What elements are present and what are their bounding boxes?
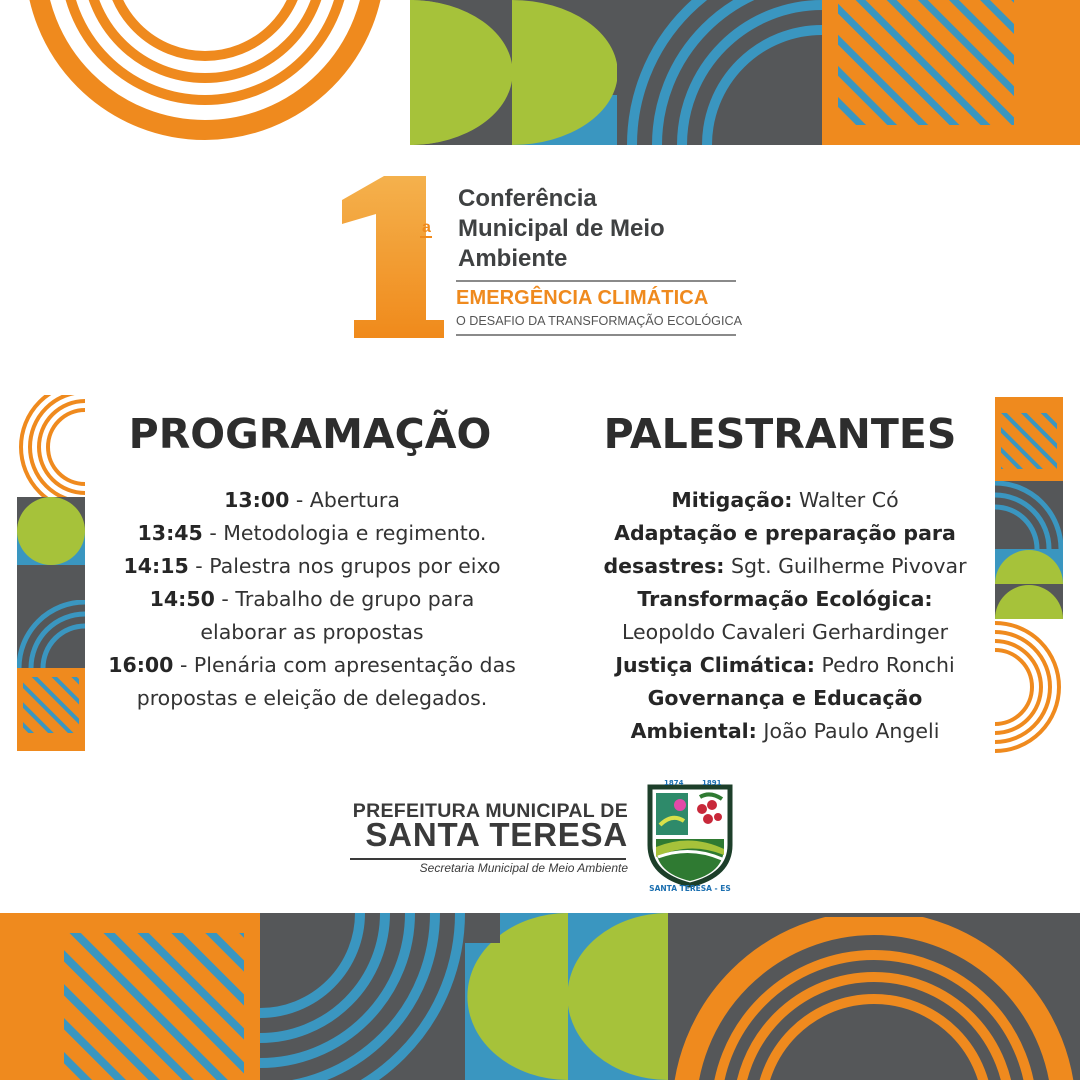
speaker-name: Leopoldo Cavaleri Gerhardinger	[622, 620, 948, 644]
speaker-name: Walter Có	[792, 488, 899, 512]
right-decorative-strip	[995, 397, 1063, 753]
programacao-list	[92, 484, 532, 715]
speaker-topic: Transformação Ecológica:	[637, 587, 933, 611]
schedule-text: - Metodologia e regimento.	[202, 521, 487, 545]
prefeitura-divider	[350, 858, 626, 860]
schedule-item	[92, 550, 532, 583]
conference-divider	[456, 280, 736, 282]
conference-title	[458, 184, 665, 274]
palestrantes-heading: PALESTRANTES	[603, 410, 957, 458]
conference-number-logo	[334, 170, 454, 345]
speaker-topic: Ambiental:	[630, 719, 757, 743]
schedule-item	[92, 649, 532, 682]
crest-banner: SANTA TERESA - ES	[649, 884, 731, 893]
speaker-topic: Governança e Educação	[647, 686, 923, 710]
palestrantes-list	[575, 484, 995, 748]
city-crest-icon	[640, 775, 740, 893]
schedule-time: 14:15	[123, 554, 189, 578]
schedule-time: 13:45	[137, 521, 203, 545]
schedule-text: propostas e eleição de delegados.	[136, 686, 488, 710]
conference-title-line: Ambiente	[458, 245, 568, 272]
schedule-time: 13:00	[224, 488, 290, 512]
schedule-text: - Abertura	[289, 488, 400, 512]
schedule-item	[92, 484, 532, 517]
speaker-name: João Paulo Angeli	[756, 719, 940, 743]
schedule-item	[92, 583, 532, 616]
speaker-line	[575, 517, 995, 550]
crest-year-right: 1891	[702, 779, 722, 787]
speaker-line	[575, 616, 995, 649]
conference-title-line: Municipal de Meio	[458, 215, 665, 242]
speaker-line	[575, 484, 995, 517]
crest-year-left: 1874	[664, 779, 684, 787]
speaker-topic: Mitigação:	[671, 488, 793, 512]
bottom-decorative-band	[0, 913, 1080, 1080]
speaker-name: Sgt. Guilherme Pivovar	[724, 554, 967, 578]
speaker-line	[575, 715, 995, 748]
prefeitura-secretaria: Secretaria Municipal de Meio Ambiente	[419, 861, 628, 875]
schedule-item	[92, 517, 532, 550]
speaker-line	[575, 682, 995, 715]
speaker-topic: Justiça Climática:	[615, 653, 816, 677]
top-decorative-band	[0, 0, 1080, 145]
schedule-text: - Palestra nos grupos por eixo	[188, 554, 501, 578]
schedule-text: elaborar as propostas	[200, 620, 424, 644]
speaker-topic: desastres:	[603, 554, 725, 578]
schedule-item	[92, 616, 532, 649]
prefeitura-name: SANTA TERESA	[365, 816, 628, 853]
conference-ordinal: a	[422, 219, 431, 236]
schedule-time: 16:00	[108, 653, 174, 677]
conference-title-line: Conferência	[458, 185, 597, 212]
speaker-line	[575, 550, 995, 583]
conference-divider	[456, 334, 736, 336]
schedule-item	[92, 682, 532, 715]
speaker-line	[575, 649, 995, 682]
schedule-time: 14:50	[149, 587, 215, 611]
speaker-line	[575, 583, 995, 616]
programacao-heading: PROGRAMAÇÃO	[128, 410, 492, 458]
schedule-text: - Trabalho de grupo para	[214, 587, 475, 611]
left-decorative-strip	[17, 395, 85, 751]
speaker-topic: Adaptação e preparação para	[614, 521, 956, 545]
conference-subtitle: O DESAFIO DA TRANSFORMAÇÃO ECOLÓGICA	[456, 314, 742, 328]
speaker-name: Pedro Ronchi	[815, 653, 955, 677]
conference-theme: EMERGÊNCIA CLIMÁTICA	[456, 287, 709, 309]
schedule-text: - Plenária com apresentação das	[173, 653, 516, 677]
prefeitura-line1: PREFEITURA MUNICIPAL DE	[352, 800, 628, 822]
